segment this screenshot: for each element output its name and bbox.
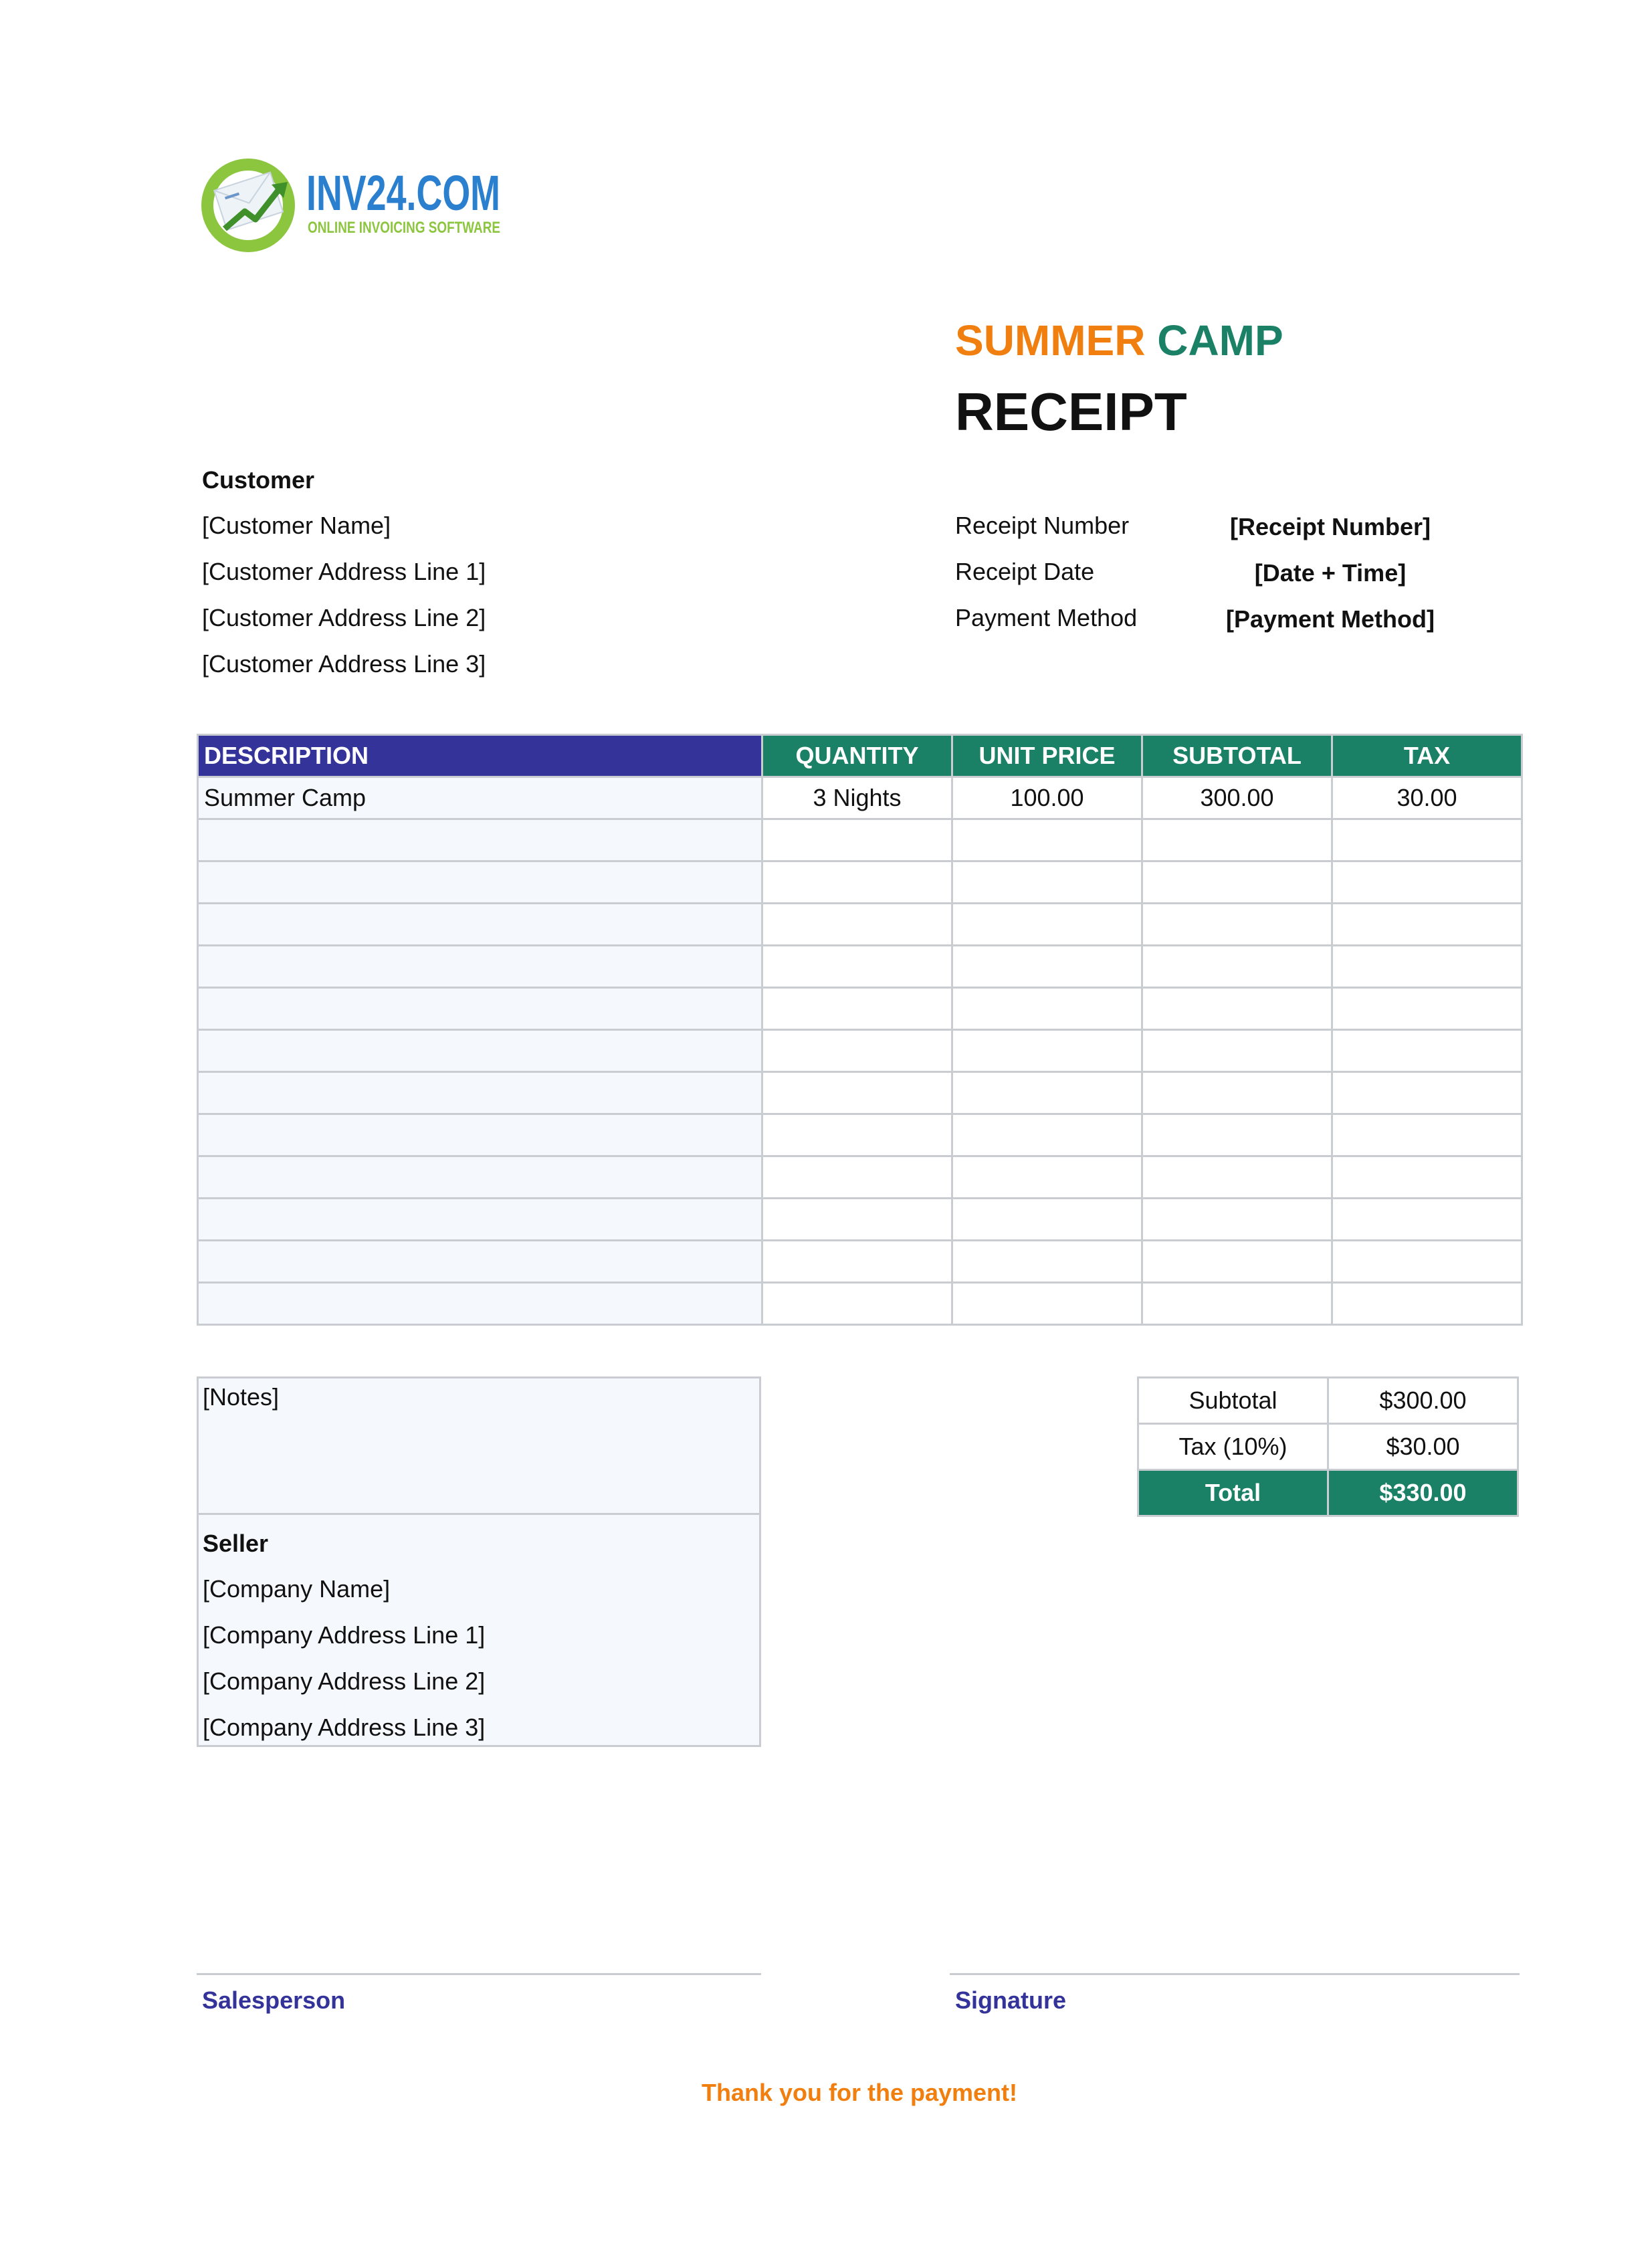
item-description-empty: [198, 1199, 762, 1241]
table-row: [198, 1030, 1522, 1072]
payment-method-label: Payment Method: [955, 604, 1138, 631]
table-row: [198, 1199, 1522, 1241]
table-row: [198, 1283, 1522, 1325]
totals-table: [1137, 1376, 1519, 1517]
table-row: [198, 1072, 1522, 1114]
item-quantity-empty: [762, 946, 952, 988]
salesperson-line: [197, 1973, 761, 1975]
item-tax-empty: [1332, 1199, 1522, 1241]
item-description-empty: [198, 819, 762, 861]
item-tax-empty: [1332, 1241, 1522, 1283]
receipt-date-label: Receipt Date: [955, 558, 1095, 585]
signature-label: Signature: [955, 1986, 1067, 2014]
customer-name: [Customer Name]: [202, 512, 391, 539]
salesperson-label: Salesperson: [202, 1986, 346, 2014]
item-subtotal-empty: [1142, 1156, 1332, 1199]
item-quantity-empty: [762, 1199, 952, 1241]
col-header-unit-price: UNIT PRICE: [952, 735, 1142, 777]
notes-box: [197, 1376, 761, 1515]
item-unit-price-empty: [952, 1030, 1142, 1072]
payment-method-value: [Payment Method]: [1225, 605, 1435, 633]
table-row: [198, 904, 1522, 946]
table-row: [198, 1114, 1522, 1156]
title-event: [955, 316, 1283, 365]
item-tax-empty: [1332, 1072, 1522, 1114]
customer-address-1: [Customer Address Line 1]: [202, 558, 486, 585]
item-unit-price-empty: [952, 1114, 1142, 1156]
item-quantity-empty: [762, 904, 952, 946]
logo-tagline: ONLINE INVOICING SOFTWARE: [308, 219, 500, 237]
item-quantity-empty: [762, 1030, 952, 1072]
total-value: $330.00: [1328, 1470, 1518, 1516]
item-quantity-empty: [762, 988, 952, 1030]
item-tax-empty: [1332, 904, 1522, 946]
subtotal-value: $300.00: [1328, 1378, 1518, 1424]
item-unit-price-empty: [952, 904, 1142, 946]
item-tax-empty: [1332, 988, 1522, 1030]
col-header-subtotal: SUBTOTAL: [1142, 735, 1332, 777]
seller-heading: Seller: [203, 1530, 269, 1557]
table-row: [198, 777, 1522, 819]
seller-address-3: [Company Address Line 3]: [203, 1714, 486, 1741]
item-subtotal-empty: [1142, 1030, 1332, 1072]
item-unit-price-empty: [952, 1156, 1142, 1199]
item-quantity-empty: [762, 1156, 952, 1199]
seller-address-1: [Company Address Line 1]: [203, 1621, 486, 1649]
item-unit-price-empty: [952, 1199, 1142, 1241]
receipt-date-value: [Date + Time]: [1254, 559, 1407, 587]
item-description-empty: [198, 1241, 762, 1283]
item-subtotal-empty: [1142, 904, 1332, 946]
item-unit-price-empty: [952, 1241, 1142, 1283]
item-unit-price-empty: [952, 1072, 1142, 1114]
seller-address-2: [Company Address Line 2]: [203, 1667, 486, 1695]
item-subtotal-empty: [1142, 1241, 1332, 1283]
title-word-summer: SUMMER: [955, 316, 1146, 365]
item-quantity-empty: [762, 1283, 952, 1325]
total-label: Total: [1138, 1470, 1328, 1516]
item-quantity-empty: [762, 819, 952, 861]
item-subtotal-empty: [1142, 819, 1332, 861]
table-row: [198, 946, 1522, 988]
item-description-empty: [198, 1156, 762, 1199]
item-description-empty: [198, 1072, 762, 1114]
items-header-row: [198, 735, 1522, 777]
item-subtotal-empty: [1142, 1283, 1332, 1325]
subtotal-label: Subtotal: [1138, 1378, 1328, 1424]
col-header-description: DESCRIPTION: [198, 735, 762, 777]
item-tax-empty: [1332, 1030, 1522, 1072]
customer-heading: Customer: [202, 466, 315, 494]
seller-company: [Company Name]: [203, 1575, 391, 1603]
customer-address-3: [Customer Address Line 3]: [202, 650, 486, 678]
item-subtotal-empty: [1142, 946, 1332, 988]
item-tax-empty: [1332, 1156, 1522, 1199]
item-tax-empty: [1332, 1283, 1522, 1325]
logo-brand: INV24.COM: [306, 165, 500, 221]
item-tax: 30.00: [1332, 777, 1522, 819]
item-tax-empty: [1332, 1114, 1522, 1156]
table-row: [198, 861, 1522, 904]
item-description-empty: [198, 946, 762, 988]
signature-line: [950, 1973, 1520, 1975]
receipt-number-value: [Receipt Number]: [1229, 513, 1431, 540]
thank-you-message: Thank you for the payment!: [701, 2079, 1018, 2106]
item-quantity-empty: [762, 861, 952, 904]
page-title: RECEIPT: [955, 382, 1187, 441]
tax-label: Tax (10%): [1138, 1424, 1328, 1470]
item-quantity-empty: [762, 1241, 952, 1283]
item-description-empty: [198, 988, 762, 1030]
item-description: Summer Camp: [198, 777, 762, 819]
item-description-empty: [198, 904, 762, 946]
item-tax-empty: [1332, 946, 1522, 988]
item-quantity-empty: [762, 1114, 952, 1156]
item-description-empty: [198, 1283, 762, 1325]
item-tax-empty: [1332, 819, 1522, 861]
item-subtotal-empty: [1142, 988, 1332, 1030]
col-header-quantity: QUANTITY: [762, 735, 952, 777]
item-tax-empty: [1332, 861, 1522, 904]
items-table: [197, 734, 1523, 1326]
total-row: [1138, 1470, 1518, 1516]
col-header-tax: TAX: [1332, 735, 1522, 777]
item-description-empty: [198, 1114, 762, 1156]
item-description-empty: [198, 861, 762, 904]
item-subtotal-empty: [1142, 1114, 1332, 1156]
title-word-camp: CAMP: [1157, 316, 1283, 365]
item-subtotal-empty: [1142, 1199, 1332, 1241]
table-row: [198, 819, 1522, 861]
receipt-number-label: Receipt Number: [955, 512, 1130, 539]
item-subtotal-empty: [1142, 861, 1332, 904]
item-unit-price-empty: [952, 988, 1142, 1030]
notes-text: [Notes]: [203, 1383, 280, 1411]
item-description-empty: [198, 1030, 762, 1072]
item-unit-price-empty: [952, 819, 1142, 861]
subtotal-row: [1138, 1378, 1518, 1424]
item-unit-price-empty: [952, 946, 1142, 988]
envelope-arrow-logo-icon: [198, 155, 506, 255]
item-quantity-empty: [762, 1072, 952, 1114]
item-unit-price: 100.00: [952, 777, 1142, 819]
table-row: [198, 1156, 1522, 1199]
item-subtotal: 300.00: [1142, 777, 1332, 819]
tax-value: $30.00: [1328, 1424, 1518, 1470]
seller-box: [197, 1513, 761, 1747]
table-row: [198, 988, 1522, 1030]
item-quantity: 3 Nights: [762, 777, 952, 819]
customer-address-2: [Customer Address Line 2]: [202, 604, 486, 631]
item-unit-price-empty: [952, 861, 1142, 904]
company-logo: [198, 155, 506, 255]
table-row: [198, 1241, 1522, 1283]
tax-row: [1138, 1424, 1518, 1470]
item-unit-price-empty: [952, 1283, 1142, 1325]
item-subtotal-empty: [1142, 1072, 1332, 1114]
